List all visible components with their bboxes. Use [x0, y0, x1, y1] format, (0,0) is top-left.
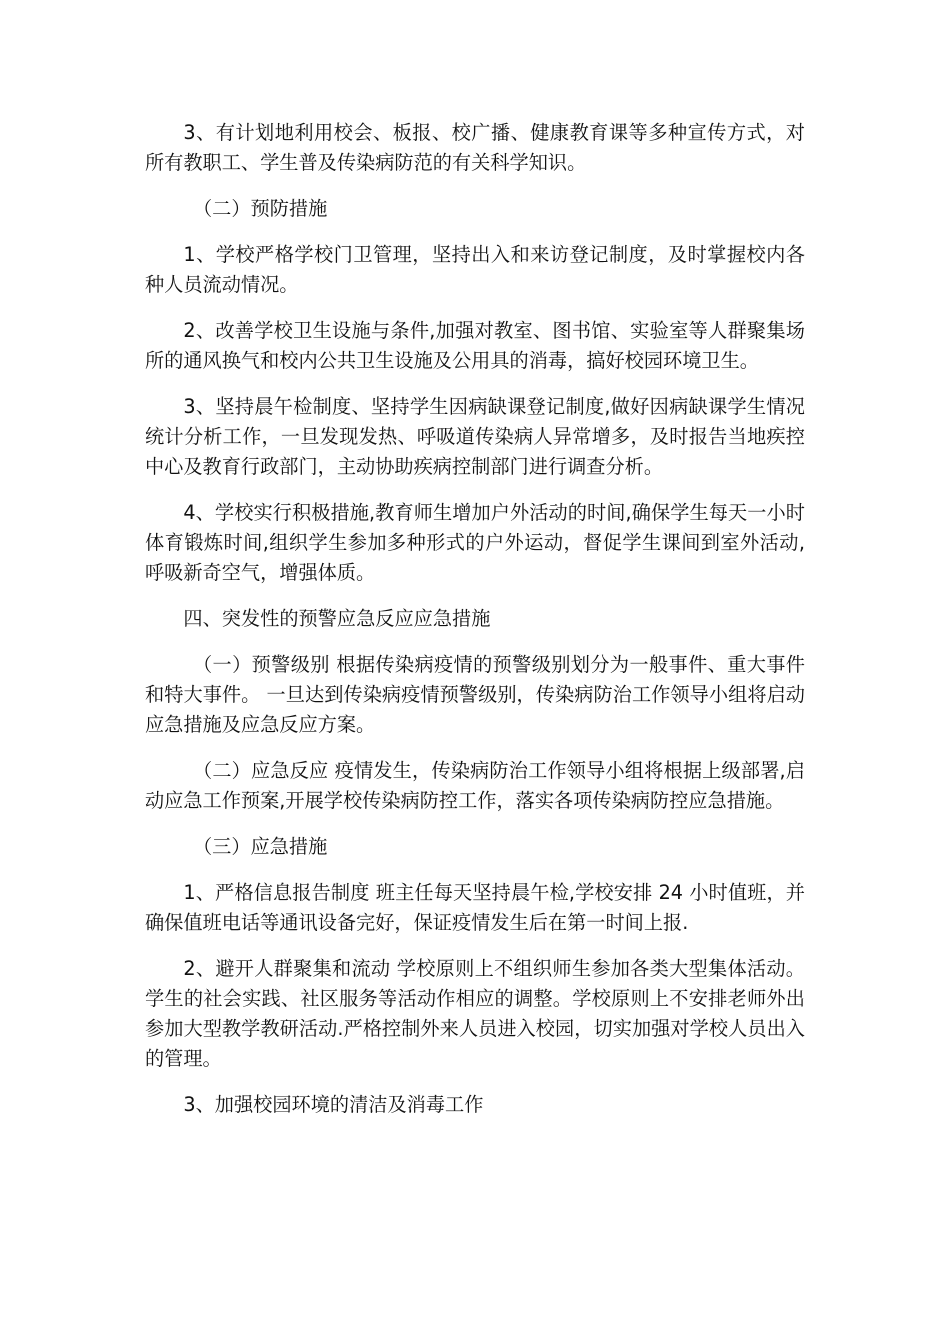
- paragraph-1: 3、有计划地利用校会、板报、校广播、健康教育课等多种宣传方式，对所有教职工、学生普及传染病防范的有关科学知识。: [145, 121, 805, 174]
- section-heading-prevention: （二）预防措施: [193, 197, 328, 220]
- section-heading-measures: （三）应急措施: [193, 835, 328, 858]
- document-body: [145, 118, 805, 1136]
- paragraph-7: 2、避开人群聚集和流动 学校原则上不组织师生参加各类大型集体活动。学生的社会实践、社区服务等活动作相应的调整。学校原则上不安排老师外出参加大型教学教研活动.严格控制外来人员进入校园，切实加强对学校人员出入的管理。: [145, 957, 805, 1070]
- paragraph-5: 4、学校实行积极措施,教育师生增加户外活动的时间,确保学生每天一小时体育锻炼时间,组织学生参加多种形式的户外运动，督促学生课间到室外活动,呼吸新奇空气，增强体质。: [145, 501, 805, 584]
- paragraph-3: 2、改善学校卫生设施与条件,加强对教室、图书馆、实验室等人群聚集场所的通风换气和校内公共卫生设施及公用具的消毒，搞好校园环境卫生。: [145, 319, 805, 372]
- paragraph-8: 3、加强校园环境的清洁及消毒工作: [183, 1093, 484, 1116]
- section-heading-emergency: 四、突发性的预警应急反应应急措施: [183, 607, 491, 630]
- paragraph-2: 1、学校严格学校门卫管理，坚持出入和来访登记制度，及时掌握校内各种人员流动情况。: [145, 243, 805, 296]
- paragraph-6: 1、严格信息报告制度 班主任每天坚持晨午检,学校安排 24 小时值班，并确保值班电话等通讯设备完好，保证疫情发生后在第一时间上报.: [145, 881, 805, 934]
- paragraph-4: 3、坚持晨午检制度、坚持学生因病缺课登记制度,做好因病缺课学生情况统计分析工作，一旦发现发热、呼吸道传染病人异常增多，及时报告当地疾控中心及教育行政部门，主动协助疾病控制部门进行调查分析。: [145, 395, 805, 478]
- paragraph-warning-level: （一）预警级别 根据传染病疫情的预警级别划分为一般事件、重大事件和特大事件。 一旦达到传染病疫情预警级别，传染病防治工作领导小组将启动应急措施及应急反应方案。: [145, 653, 805, 736]
- paragraph-emergency-response: （二）应急反应 疫情发生，传染病防治工作领导小组将根据上级部署,启动应急工作预案,开展学校传染病防控工作，落实各项传染病防控应急措施。: [145, 759, 805, 812]
